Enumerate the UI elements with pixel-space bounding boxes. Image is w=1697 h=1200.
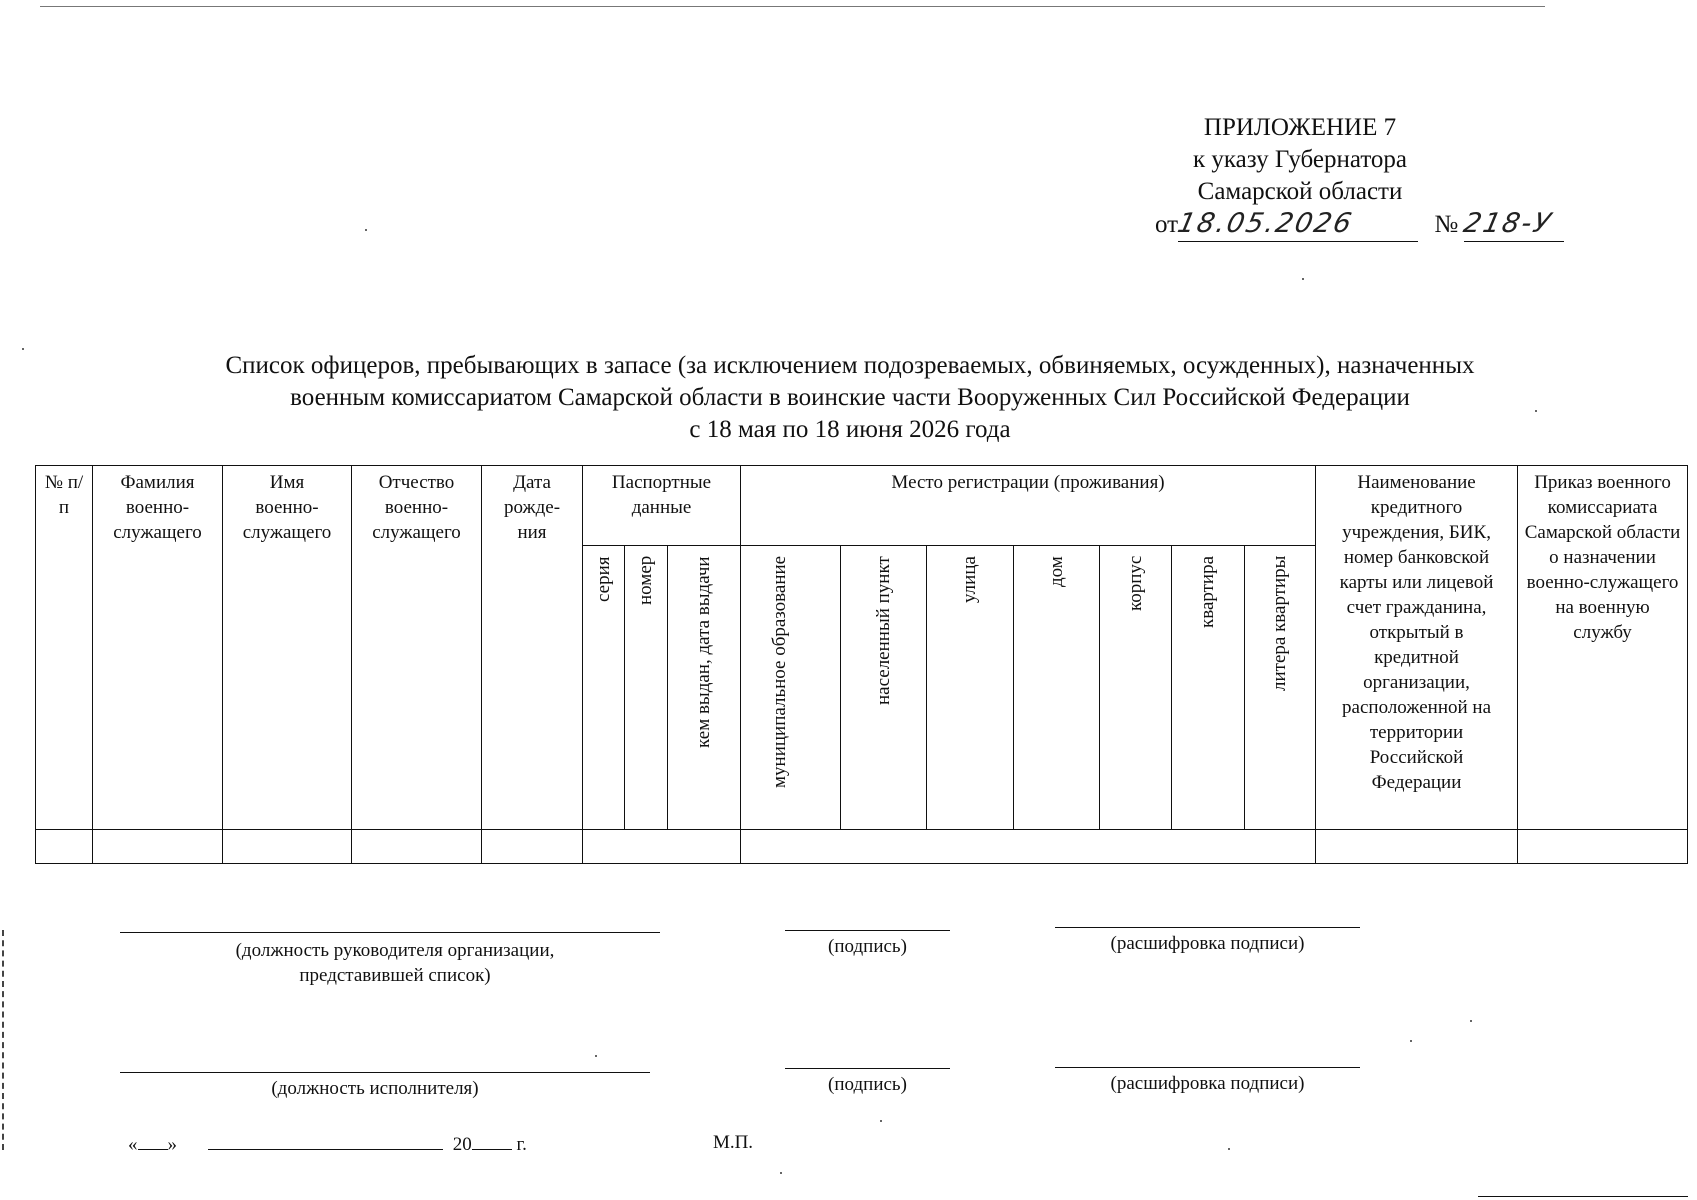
head-signature-line [785,930,950,931]
appendix-heading [1150,112,1450,208]
head-position-caption: (должность руководителя организации, представившей список) [235,940,555,986]
scan-speck [1410,1040,1412,1042]
head-position-line [120,932,660,933]
header-passport-number: номер [625,546,668,830]
stamp-place: М.П. [712,1132,754,1153]
header-number: № п/п [36,466,93,830]
number-prefix: № [1434,211,1459,238]
executor-position-line [120,1072,650,1073]
scan-speck [1535,410,1537,412]
cell-registration[interactable] [741,830,1316,864]
header-passport-series: серия [583,546,625,830]
title-line-2: военным комиссариатом Самарской области в воинские части Вооруженных Сил Российской Федерации [290,384,1410,411]
title-line-1: Список офицеров, пребывающих в запасе (за исключением подозреваемых, обвиняемых, осужденных), назначенных [225,352,1475,379]
footer-date [128,1132,568,1157]
executor-decoding-caption: (расшифровка подписи) [1110,1073,1305,1094]
header-municipality: муниципальное образование [741,546,841,830]
scan-speck [365,229,367,231]
header-birth-date: Дата рожде-ния [482,466,583,830]
header-apartment: квартира [1172,546,1245,830]
scan-speck [1228,1148,1230,1150]
header-building: корпус [1100,546,1172,830]
date-open-quote: « [128,1134,138,1155]
cell-order[interactable] [1518,830,1688,864]
executor-position-caption: (должность исполнителя) [271,1078,479,1099]
scan-border-line [40,6,1545,7]
appendix-region: Самарской области [1197,178,1403,205]
header-apartment-letter: литера квартиры [1245,546,1316,830]
year-suffix: г. [516,1134,527,1155]
title-line-3: с 18 мая по 18 июня 2026 года [689,416,1011,443]
executor-decoding-line [1055,1067,1360,1068]
head-decoding-caption: (расшифровка подписи) [1110,933,1305,954]
document-title [60,350,1640,446]
scan-speck [780,1172,782,1174]
date-field [1174,208,1418,242]
executor-signature-caption: (подпись) [828,1074,907,1095]
appendix-decree: к указу Губернатора [1192,146,1408,173]
header-surname: Фамилия военно-служащего [93,466,223,830]
header-street: улица [927,546,1014,830]
scan-speck [595,1055,597,1057]
scan-speck [1470,1020,1472,1022]
handwritten-date: 18.05.2026 [1174,208,1357,239]
header-patronymic: Отчество военно-служащего [352,466,482,830]
table-row [36,830,1688,864]
year-blank [472,1149,512,1150]
header-settlement: населенный пункт [841,546,927,830]
year-prefix: 20 [452,1134,472,1155]
cell-birth-date[interactable] [482,830,583,864]
cell-name[interactable] [223,830,352,864]
handwritten-number: 218-У [1461,208,1556,239]
header-passport: Паспортные данные [583,466,741,546]
appendix-number: ПРИЛОЖЕНИЕ 7 [1203,114,1397,141]
cell-bank[interactable] [1316,830,1518,864]
appendix-date-line [1155,208,1575,242]
number-field [1461,208,1564,242]
scan-speck [880,1120,882,1122]
officers-table [35,465,1688,864]
date-prefix: от [1155,211,1179,238]
head-decoding-line [1055,927,1360,928]
cell-number[interactable] [36,830,93,864]
cell-surname[interactable] [93,830,223,864]
head-signature-caption: (подпись) [828,936,907,957]
scan-speck [1302,278,1304,280]
header-order: Приказ военного комиссариата Самарской области о назначении военно-служащего на военную службу [1518,466,1688,830]
executor-signature-line [785,1068,950,1069]
cell-passport[interactable] [583,830,741,864]
scan-margin-marks [2,930,6,1150]
header-registration: Место регистрации (проживания) [741,466,1316,546]
header-house: дом [1014,546,1100,830]
header-bank: Наименование кредитного учреждения, БИК, номер банковской карты или лицевой счет гражданина, открытый в кредитной организации, расположенной на территории Российской Федерации [1316,466,1518,830]
month-blank [208,1149,443,1150]
header-passport-issued: кем выдан, дата выдачи [668,546,741,830]
cell-patronymic[interactable] [352,830,482,864]
date-close-quote: » [167,1134,177,1155]
scan-speck [22,348,24,350]
scan-bottom-line [1478,1196,1688,1197]
day-blank [138,1149,168,1150]
header-name: Имя военно-служащего [223,466,352,830]
